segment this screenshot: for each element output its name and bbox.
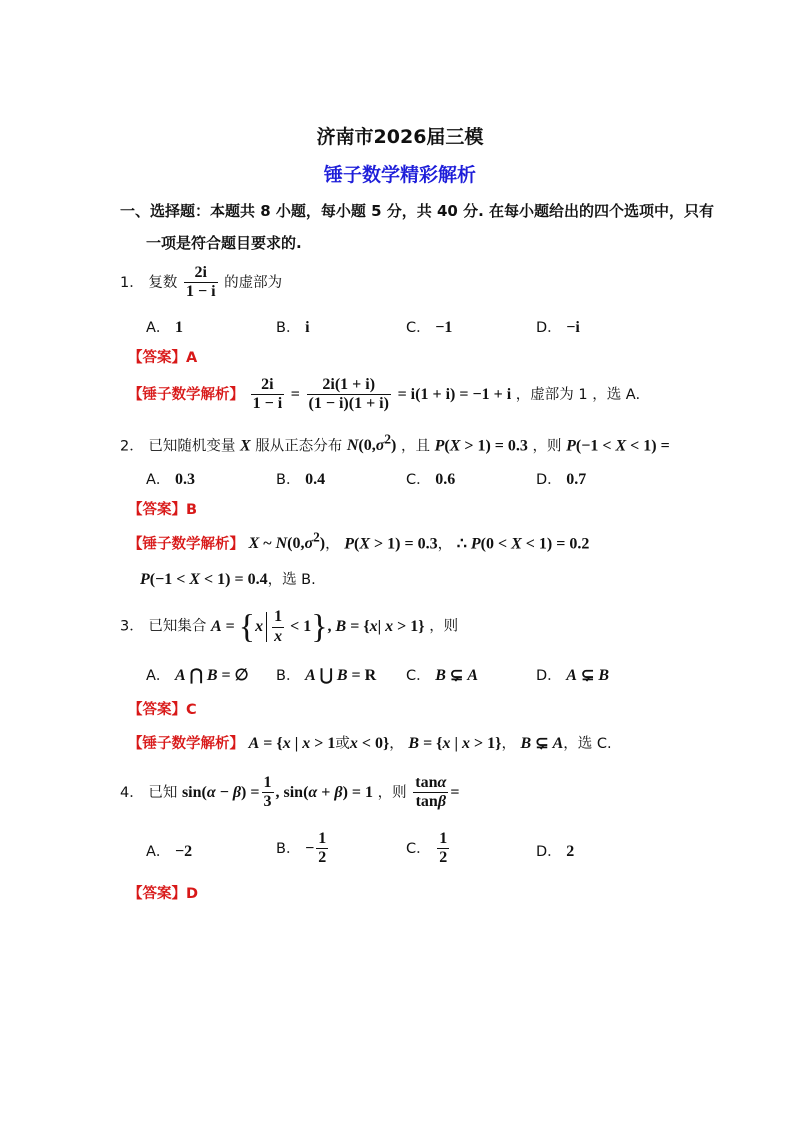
question-2-analysis: 【锤子数学解析】 X ~ $N(0,\sigma^2)$， P(X > 1) = 0.3， ∴ P(0 < X < 1) = 0.2: [128, 530, 590, 553]
question-2-option-b: B． 0.4: [276, 471, 326, 488]
page-title: 济南市2026届三模: [316, 126, 484, 148]
page-subtitle: 锤子数学精彩解析: [323, 164, 476, 186]
question-4-option-c: C． $\frac{1}{2}$: [406, 830, 448, 867]
question-3-option-d: D． A ⊊ B: [536, 667, 610, 684]
question-4: 4． 已知 sin(α − β) = $\frac{1}{3}$ , sin(α + β) = 1 ，则 $\frac{\tan\alpha}{\tan\beta}$ =: [120, 774, 460, 811]
question-3-option-a: A． A ⋂ B = ∅: [146, 667, 249, 684]
question-1-option-a: A． 1: [146, 319, 184, 336]
question-2-option-a: A． 0.3: [146, 471, 196, 488]
question-1-number: 1．: [120, 274, 144, 291]
question-1-answer: 【答案】A: [128, 350, 198, 366]
question-3-answer: 【答案】C: [128, 702, 197, 718]
question-4-option-d: D． 2: [536, 843, 575, 860]
question-1-option-d: D． −i: [536, 319, 580, 336]
question-1-analysis-tail: ，虚部为 1 ，选 A.: [515, 386, 641, 403]
question-3: 3． 已知集合 A = {x $\frac{1}{x}$ < 1}, B = {x| x > 1} ，则: [120, 608, 459, 645]
question-2-option-c: C． 0.6: [406, 471, 456, 488]
section-heading-line1: 一、选择题：本题共 8 小题，每小题 5 分，共 40 分. 在每小题给出的四个选项中，只有: [120, 202, 715, 220]
question-2-option-d: D． 0.7: [536, 471, 587, 488]
question-1-fraction: $\frac{2i}{1 - i}$: [185, 264, 216, 301]
question-4-option-a: A． −2: [146, 843, 193, 860]
question-4-option-b: B． − $\frac{1}{2}$: [276, 830, 327, 867]
question-1-stem-pre: 复数: [148, 274, 178, 291]
question-2-analysis-line2: P(−1 < X < 1) = 0.4，选 B.: [140, 571, 316, 588]
section-heading-line2: 一项是符合题目要求的.: [146, 234, 302, 252]
question-1-option-c: C． −1: [406, 319, 453, 336]
question-2-answer: 【答案】B: [128, 502, 198, 518]
question-3-analysis: 【锤子数学解析】 A = {x | x > 1或x < 0}， B = {x | x > 1}， B ⊊ A，选 C.: [128, 735, 612, 752]
question-4-answer: 【答案】D: [128, 886, 199, 902]
question-2: 2． 已知随机变量 X 服从正态分布 $N(0,\sigma^2)$ ，且 P(X > 1) = 0.3 ，则 P(−1 < X < 1) =: [120, 432, 670, 455]
question-1: [120, 264, 282, 302]
question-3-option-b: B． A ⋃ B = R: [276, 667, 377, 684]
question-1-option-b: B． i: [276, 319, 310, 336]
analysis-label: 【锤子数学解析】: [128, 386, 244, 403]
question-1-analysis: 【锤子数学解析】 $\frac{2i}{1 - i}$ = $\frac{2i(1 + i)}{(1 - i)(1 + i)}$ = i(1 + i) = −1 + i ，虚部为 1 ，选 A.: [128, 376, 641, 413]
question-1-stem-post: 的虚部为: [224, 274, 283, 291]
question-3-option-c: C． B ⊊ A: [406, 667, 478, 684]
